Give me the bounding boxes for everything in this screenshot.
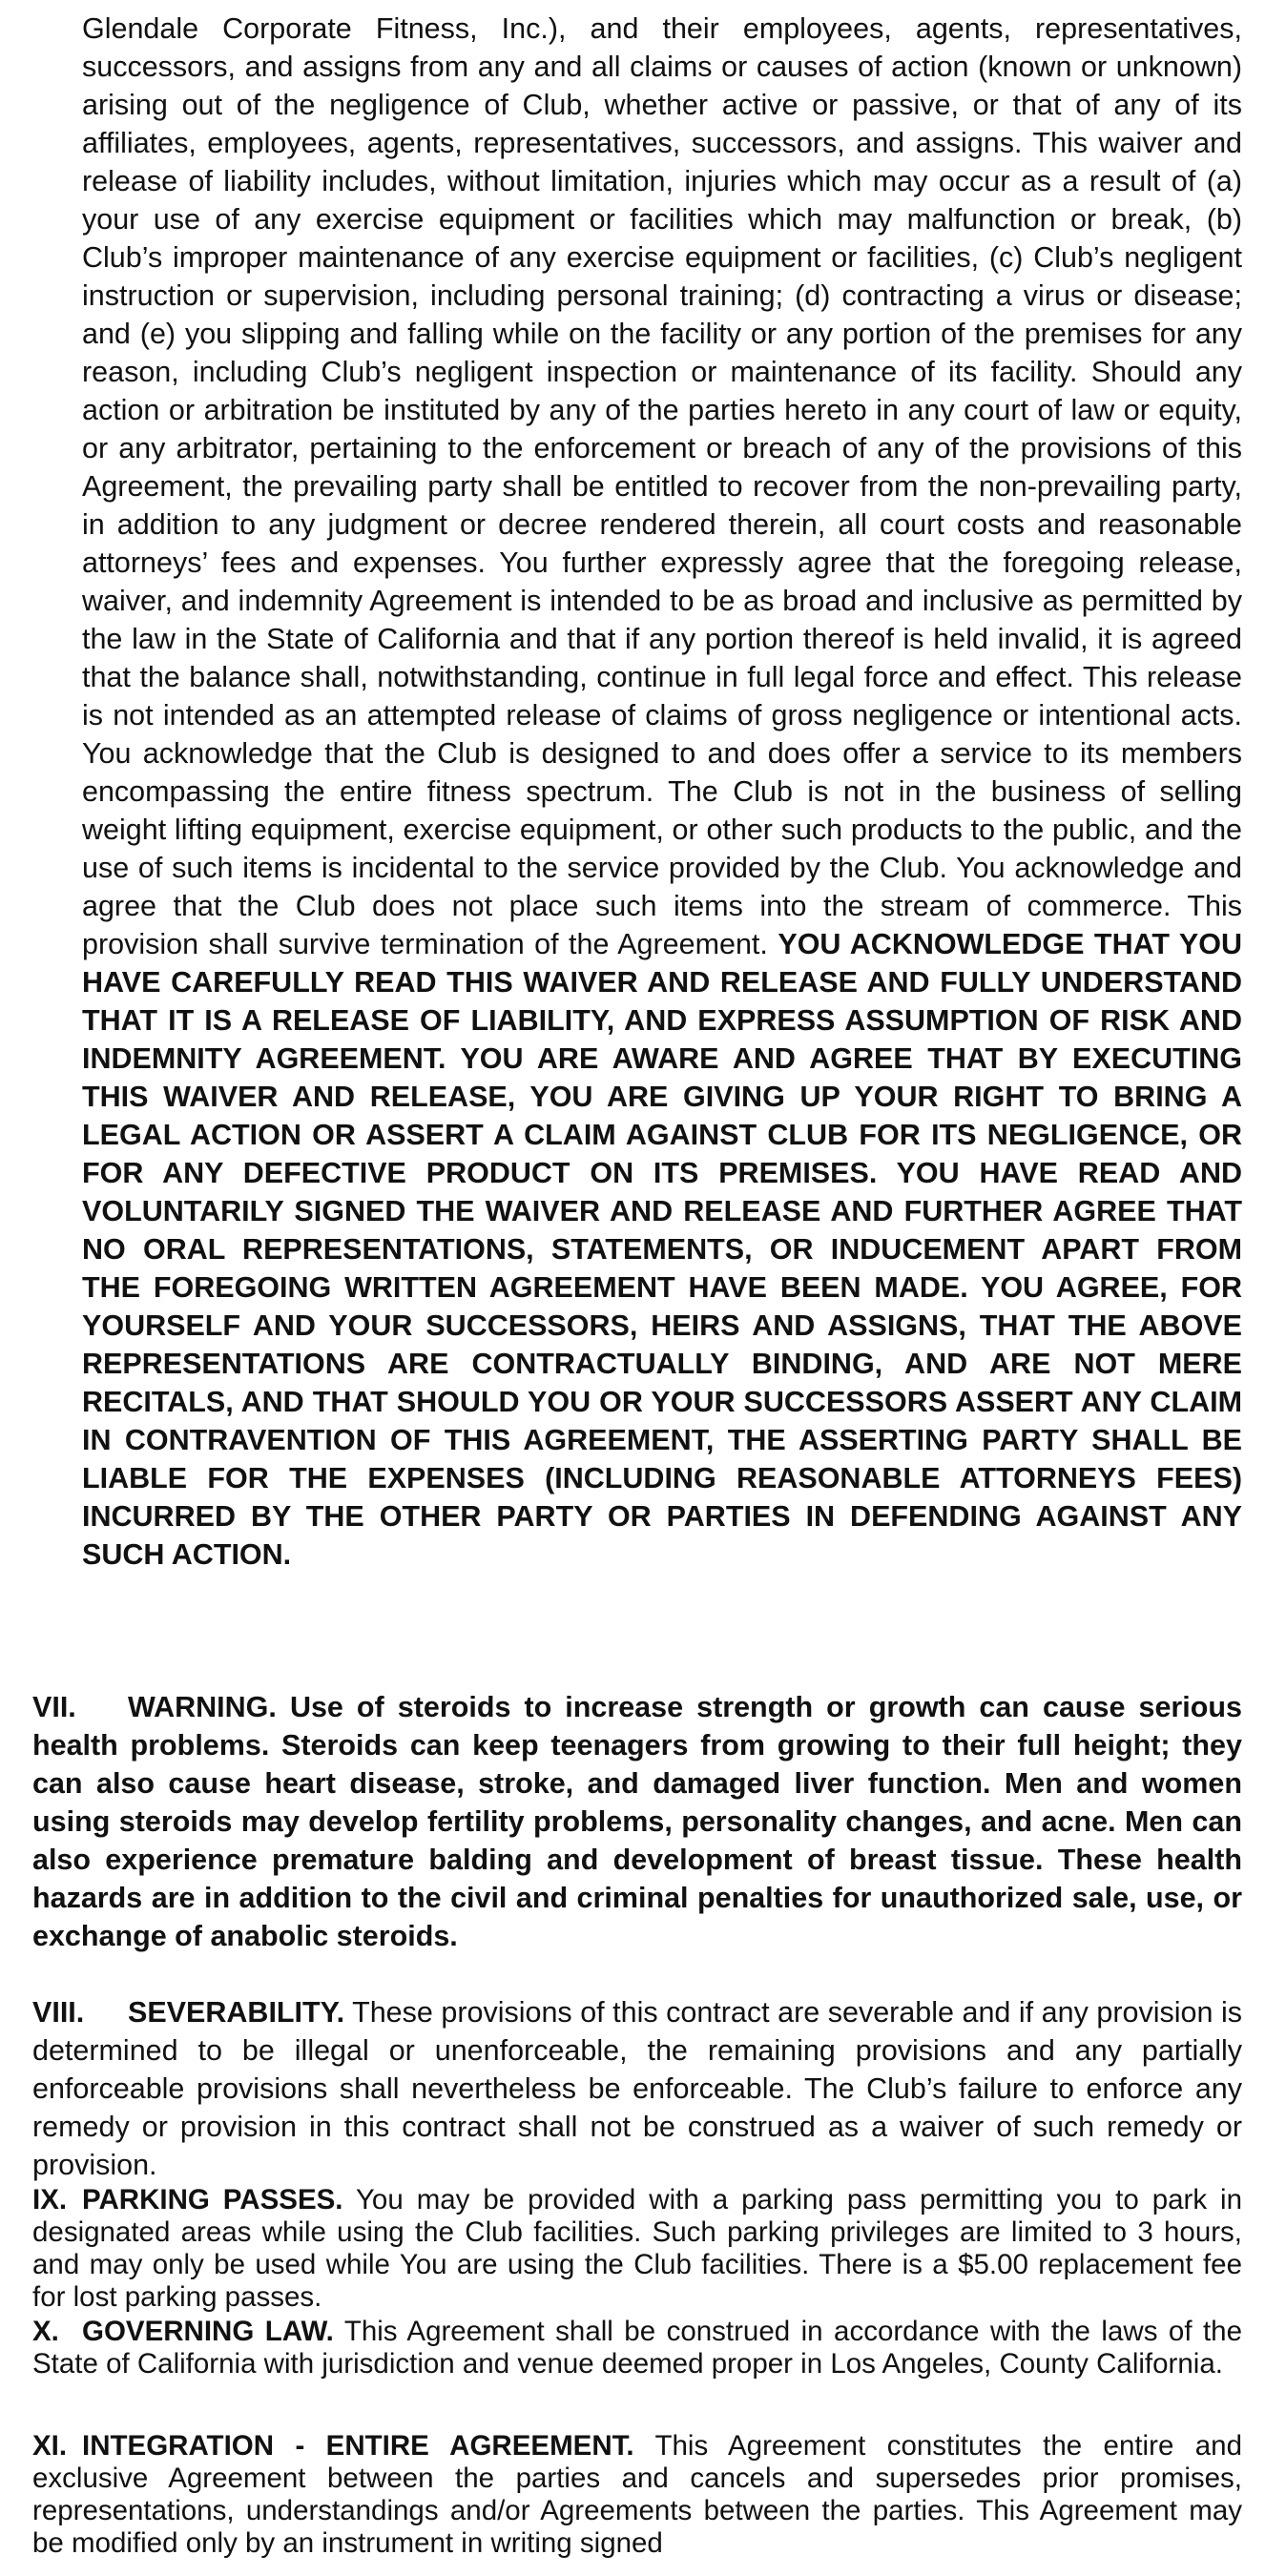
section-governing-law — [32, 2316, 1242, 2380]
section-text: This Agreement shall be construed in accordance with the laws of the State of California with jurisdiction and venue deemed proper in Los Angeles, County California. — [32, 2316, 1242, 2380]
section-heading: INTEGRATION - ENTIRE AGREEMENT. — [82, 2430, 634, 2462]
section-text: You may be provided with a parking pass permitting you to park in designated areas while using the Club facilities. Such parking privileges are limited to 3 hours, and may only be used while You are using the Club facilities. There is a $5.00 replacement fee for lost parking passes. — [32, 2184, 1243, 2313]
section-number: VIII. — [32, 1996, 85, 2029]
section-heading: GOVERNING LAW. — [82, 2316, 334, 2347]
section-warning — [32, 1688, 1242, 1955]
section-severability — [32, 1993, 1242, 2184]
section-heading: PARKING PASSES. — [82, 2184, 343, 2215]
section-text: This Agreement constitutes the entire and exclusive Agreement between the parties and cancels and supersedes prior promises, representations, understandings and/or Agreements between the parties. This Agreement may be modified only by an instrument in writing signed — [32, 2430, 1242, 2559]
release-acknowledgement-bold-text: YOU ACKNOWLEDGE THAT YOU HAVE CAREFULLY READ THIS WAIVER AND RELEASE AND FULLY UNDERSTAND THAT IT IS A RELEASE OF LIABILITY, AND EXPRESS ASSUMPTION OF RISK AND INDEMNITY AGREEMENT. YOU ARE AWARE AND AGREE THAT BY EXECUTING THIS WAIVER AND RELEASE, YOU ARE GIVING UP YOUR RIGHT TO BRING A LEGAL ACTION OR ASSERT A CLAIM AGAINST CLUB FOR ITS NEGLIGENCE, OR FOR ANY DEFECTIVE PRODUCT ON ITS PREMISES. YOU HAVE READ AND VOLUNTARILY SIGNED THE WAIVER AND RELEASE AND FURTHER AGREE THAT NO ORAL REPRESENTATIONS, STATEMENTS, OR INDUCEMENT APART FROM THE FOREGOING WRITTEN AGREEMENT HAVE BEEN MADE. YOU AGREE, FOR YOURSELF AND YOUR SUCCESSORS, HEIRS AND ASSIGNS, THAT THE ABOVE REPRESENTATIONS ARE CONTRACTUALLY BINDING, AND ARE NOT MERE RECITALS, AND THAT SHOULD YOU OR YOUR SUCCESSORS ASSERT ANY CLAIM IN CONTRAVENTION OF THIS AGREEMENT, THE ASSERTING PARTY SHALL BE LIABLE FOR THE EXPENSES (INCLUDING REASONABLE ATTORNEYS FEES) INCURRED BY THE OTHER PARTY OR PARTIES IN DEFENDING AGAINST ANY SUCH ACTION. — [82, 928, 1242, 1571]
section-number: X. — [32, 2316, 59, 2347]
section-integration — [32, 2430, 1242, 2560]
section-number: XI. — [32, 2430, 68, 2462]
release-paragraph — [82, 10, 1242, 1574]
section-number: VII. — [32, 1691, 76, 1723]
section-heading: SEVERABILITY. — [128, 1996, 345, 2029]
release-regular-text: Glendale Corporate Fitness, Inc.), and their employees, agents, representatives, successors, and assigns from any and all claims or causes of action (known or unknown) arising out of the negligence of Club, whether active or passive, or that of any of its affiliates, employees, agents, representatives, successors, and assigns. This waiver and release of liability includes, without limitation, injuries which may occur as a result of (a) your use of any exercise equipment or facilities which may malfunction or break, (b) Club’s improper maintenance of any exercise equipment or facilities, (c) Club’s negligent instruction or supervision, including personal training; (d) contracting a virus or disease; and (e) you slipping and falling while on the facility or any portion of the premises for any reason, including Club’s negligent inspection or maintenance of its facility. Should any action or arbitration be instituted by any of the parties hereto in any court of law or equity, or any arbitrator, pertaining to the enforcement or breach of any of the provisions of this Agreement, the prevailing party shall be entitled to recover from the non-prevailing party, in addition to any judgment or decree rendered therein, all court costs and reasonable attorneys’ fees and expenses. You further expressly agree that the foregoing release, waiver, and indemnity Agreement is intended to be as broad and inclusive as permitted by the law in the State of California and that if any portion thereof is held invalid, it is agreed that the balance shall, notwithstanding, continue in full legal force and effect. This release is not intended as an attempted release of claims of gross negligence or intentional acts. You acknowledge that the Club is designed to and does offer a service to its members encompassing the entire fitness spectrum. The Club is not in the business of selling weight lifting equipment, exercise equipment, or other such products to the public, and the use of such items is incidental to the service provided by the Club. You acknowledge and agree that the Club does not place such items into the stream of commerce. This provision shall survive termination of the Agreement. — [82, 12, 1242, 960]
section-number: IX. — [32, 2184, 68, 2215]
section-text: Use of steroids to increase strength or growth can cause serious health problems. Steroids can keep teenagers from growing to their full height; they can also cause heart disease, stroke, and damaged liver function. Men and women using steroids may develop fertility problems, personality changes, and acne. Men can also experience premature balding and development of breast tissue. These health hazards are in addition to the civil and criminal penalties for unauthorized sale, use, or exchange of anabolic steroids. — [32, 1691, 1242, 1952]
section-text: These provisions of this contract are severable and if any provision is determined to be illegal or unenforceable, the remaining provisions and any partially enforceable provisions shall nevertheless be enforceable. The Club’s failure to enforce any remedy or provision in this contract shall not be construed as a waiver of such remedy or provision. — [32, 1996, 1242, 2181]
section-heading: WARNING. — [128, 1691, 277, 1723]
section-parking-passes — [32, 2184, 1242, 2314]
